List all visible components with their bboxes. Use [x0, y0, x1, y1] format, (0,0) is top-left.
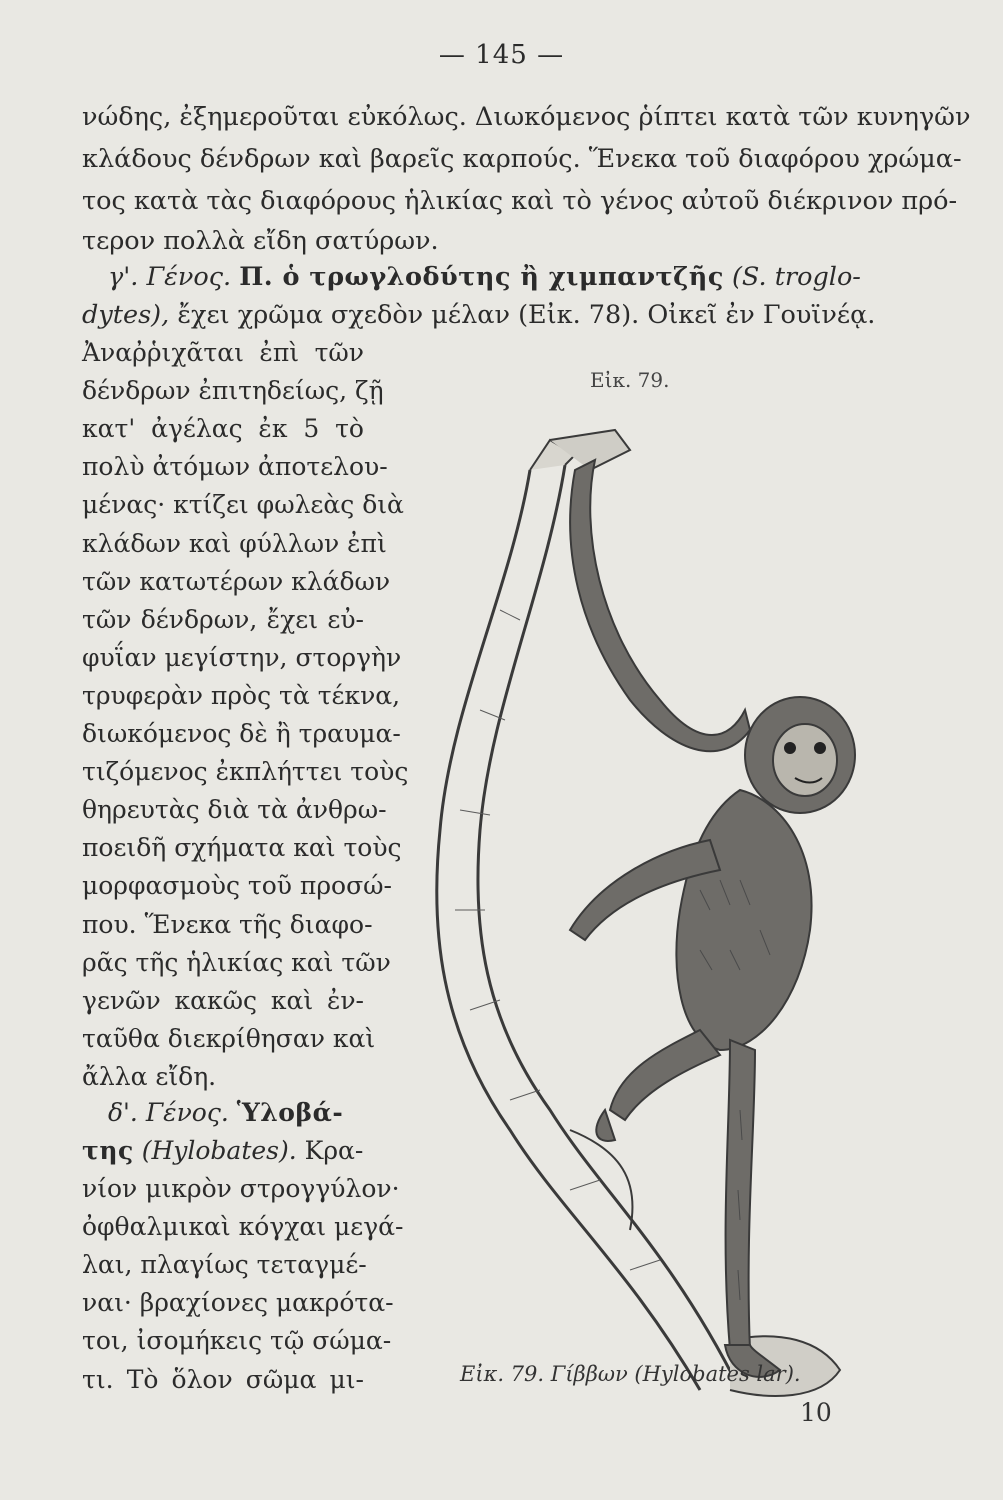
column-text-line: ναι· βραχίονες μακρότα-	[82, 1288, 394, 1318]
column-text-line: δένδρων ἐπιτηδείως, ζῇ	[82, 376, 384, 406]
column-text-line: νίον μικρὸν στρογγύλον·	[82, 1174, 400, 1203]
delta-name-cont: της	[82, 1136, 134, 1165]
genus-prefix: γ'. Γένος.	[108, 262, 232, 292]
genus-heading-cont	[82, 296, 888, 334]
gibbon-engraving-icon	[400, 410, 880, 1410]
column-text-line: ὀφθαλμικαὶ κόγχαι μεγά-	[82, 1212, 404, 1242]
column-text-line: που. Ἕνεκα τῆς διαφο-	[82, 909, 373, 939]
column-text-line: πολὺ ἀτόμων ἀποτελου-	[82, 452, 388, 482]
column-text-line: φυΐαν μεγίστην, στοργὴν	[82, 642, 402, 672]
column-text-line: κατ' ἀγέλας ἐκ 5 τὸ	[82, 414, 364, 444]
delta-name: Ὑλοβά-	[236, 1098, 344, 1127]
genus-heading	[108, 258, 914, 296]
column-text-line: διωκόμενος δὲ ἢ τραυμα-	[82, 719, 401, 748]
figure-caption: Εἰκ. 79. Γίββων (Hylobates lar).	[460, 1362, 801, 1386]
text-line: τερον πολλὰ εἴδη σατύρων.	[82, 226, 439, 256]
column-text-line: μορφασμοὺς τοῦ προσώ-	[82, 871, 392, 901]
column-text-line: μένας· κτίζει φωλεὰς διὰ	[82, 490, 404, 520]
genus-latin: (S. troglo-	[731, 262, 861, 292]
column-text-line: κλάδων καὶ φύλλων ἐπὶ	[82, 528, 387, 558]
column-text-line: τρυφερὰν πρὸς τὰ τέκνα,	[82, 680, 401, 710]
page-number: — 145 —	[438, 40, 565, 70]
figure-label: Εἰκ. 79.	[590, 368, 670, 392]
column-text-line: ρᾶς τῆς ἡλικίας καὶ τῶν	[82, 947, 391, 977]
column-text-line: ἄλλα εἴδη.	[82, 1061, 217, 1091]
column-text-line: Ἀναῤῥιχᾶται ἐπὶ τῶν	[82, 338, 364, 367]
genus-latin-cont: dytes),	[82, 300, 170, 330]
column-text-line: τῶν δένδρων, ἔχει εὐ-	[82, 604, 364, 634]
column-text-line: λαι, πλαγίως τεταγμέ-	[82, 1250, 367, 1280]
delta-text: Κρα-	[304, 1136, 364, 1165]
column-text-line: τι. Τὸ ὅλον σῶμα μι-	[82, 1364, 364, 1394]
column-text-line: τιζόμενος ἐκπλήττει τοὺς	[82, 757, 409, 787]
delta-prefix: δ'. Γένος.	[108, 1098, 229, 1127]
delta-genus-heading-cont	[82, 1132, 364, 1170]
column-text-line: τῶν κατωτέρων κλάδων	[82, 566, 391, 596]
column-text-line: γενῶν κακῶς καὶ ἐν-	[82, 985, 364, 1015]
delta-latin: (Hylobates).	[141, 1136, 297, 1165]
column-text-line: τοι, ἰσομήκεις τῷ σώμα-	[82, 1326, 392, 1356]
genus-text: ἔχει χρῶμα σχεδὸν μέλαν (Εἰκ. 78). Οἰκεῖ ἐν Γουϊνέᾳ.	[177, 300, 876, 330]
text-line: τος κατὰ τὰς διαφόρους ἡλικίας καὶ τὸ γένος αὐτοῦ διέκρινον πρό-	[82, 186, 958, 216]
delta-genus-heading	[108, 1094, 364, 1132]
text-line: κλάδους δένδρων καὶ βαρεῖς καρπούς. Ἕνεκα τοῦ διαφόρου χρώμα-	[82, 144, 962, 174]
column-text-line: ταῦθα διεκρίθησαν καὶ	[82, 1023, 376, 1053]
column-text-line: ποειδῆ σχήματα καὶ τοὺς	[82, 833, 402, 863]
text-line: νώδης, ἐξημεροῦται εὐκόλως. Διωκόμενος ῥίπτει κατὰ τῶν κυνηγῶν	[82, 102, 971, 132]
column-text-line: θηρευτὰς διὰ τὰ ἀνθρω-	[82, 795, 387, 825]
signature-mark: 10	[800, 1398, 832, 1427]
genus-name: Π. ὁ τρωγλοδύτης ἢ χιμπαντζῆς	[239, 262, 724, 292]
